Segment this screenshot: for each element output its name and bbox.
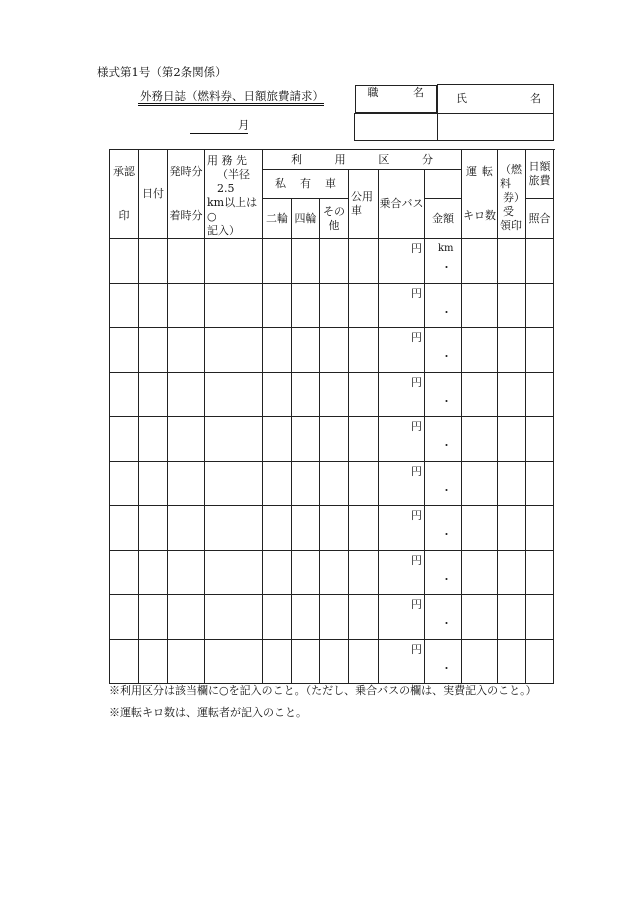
date-cell[interactable]	[139, 550, 168, 595]
decimal-point: ・	[441, 261, 452, 274]
date-cell[interactable]	[139, 595, 168, 640]
daily-amount-cell[interactable]	[498, 639, 526, 684]
two-wheel-header: 二輪	[263, 199, 292, 239]
destination-line2: （半径2.5	[217, 168, 250, 195]
fuel-coupon-receipt-cell[interactable]	[462, 372, 498, 417]
public-vehicle-cell[interactable]	[349, 550, 379, 595]
public-vehicle-cell[interactable]	[349, 283, 379, 328]
public-vehicle-header	[349, 170, 379, 239]
decimal-point: ・	[441, 572, 452, 586]
verification-header: 照合	[526, 199, 554, 239]
time-cell[interactable]	[168, 506, 205, 551]
decimal-point: ・	[441, 617, 452, 630]
shared-bus-fare-cell[interactable]	[379, 506, 425, 551]
date-cell[interactable]	[139, 461, 168, 506]
driving-km-cell[interactable]	[425, 283, 462, 328]
verification-cell[interactable]	[526, 595, 554, 640]
driving-km-header	[462, 150, 498, 239]
month-input-line[interactable]	[190, 133, 248, 134]
fuel-coupon-receipt-cell[interactable]	[462, 506, 498, 551]
date-cell[interactable]	[139, 239, 168, 284]
daily-amount-cell[interactable]	[498, 550, 526, 595]
decimal-point: ・	[441, 483, 452, 497]
two-wheel-cell[interactable]	[263, 506, 292, 551]
table-row	[110, 328, 554, 373]
date-cell[interactable]	[139, 417, 168, 462]
two-wheel-cell[interactable]	[263, 461, 292, 506]
destination-line4: 記入）	[207, 224, 240, 237]
driving-header-part: 運	[466, 165, 478, 178]
four-wheel-cell[interactable]	[292, 461, 320, 506]
verification-cell[interactable]	[526, 283, 554, 328]
destination-cell[interactable]	[205, 550, 263, 595]
public-vehicle-cell[interactable]	[349, 461, 379, 506]
public-vehicle-cell[interactable]	[349, 239, 379, 284]
yen-unit-label: 円	[411, 286, 422, 300]
two-wheel-cell[interactable]	[263, 417, 292, 462]
other-line1: その	[323, 204, 345, 218]
decimal-point: ・	[441, 439, 452, 452]
private-vehicle-header	[263, 170, 349, 199]
decimal-point: ・	[441, 394, 452, 408]
four-wheel-cell[interactable]	[292, 417, 320, 462]
approval-seal-cell[interactable]	[110, 328, 139, 373]
time-cell[interactable]	[168, 239, 205, 284]
private-vehicle-part: 私	[275, 177, 286, 190]
yen-unit-label: 円	[411, 642, 422, 656]
four-wheel-cell[interactable]	[292, 506, 320, 551]
name-label-part: 氏	[456, 91, 467, 105]
approval-seal-cell[interactable]	[110, 239, 139, 284]
two-wheel-cell[interactable]	[263, 283, 292, 328]
public-vehicle-cell[interactable]	[349, 506, 379, 551]
two-wheel-cell[interactable]	[263, 595, 292, 640]
daily-amount-cell[interactable]	[498, 417, 526, 462]
table-row	[110, 372, 554, 417]
other-cell[interactable]	[320, 417, 349, 462]
table-row	[110, 550, 554, 595]
two-wheel-cell[interactable]	[263, 372, 292, 417]
usage-category-part: 分	[422, 152, 434, 166]
other-header	[320, 199, 349, 239]
driving-km-cell[interactable]	[425, 461, 462, 506]
other-cell[interactable]	[320, 283, 349, 328]
destination-cell[interactable]	[205, 506, 263, 551]
daily-amount-cell[interactable]	[498, 372, 526, 417]
position-field[interactable]	[355, 113, 438, 140]
other-cell[interactable]	[320, 639, 349, 684]
approval-seal-cell[interactable]	[110, 506, 139, 551]
note-driving-km: ※運転キロ数は、運転者が記入のこと。	[109, 706, 307, 719]
four-wheel-cell[interactable]	[292, 639, 320, 684]
position-label-part: 名	[413, 85, 424, 99]
destination-cell[interactable]	[205, 328, 263, 373]
other-line2: 他	[328, 218, 340, 232]
decimal-point: ・	[441, 305, 452, 319]
daily-travel-header: 日額旅費	[526, 150, 554, 199]
driving-km-cell[interactable]	[425, 639, 462, 684]
yen-unit-label: 円	[411, 375, 422, 389]
fuel-coupon-line2: 券）受	[503, 191, 526, 218]
driving-km-cell[interactable]	[425, 328, 462, 373]
four-wheel-cell[interactable]	[292, 550, 320, 595]
four-wheel-cell[interactable]	[292, 372, 320, 417]
four-wheel-cell[interactable]	[292, 328, 320, 373]
private-vehicle-part: 有	[300, 177, 311, 190]
daily-amount-cell[interactable]	[498, 461, 526, 506]
shared-bus-fare-cell[interactable]	[379, 328, 425, 373]
verification-cell[interactable]	[526, 328, 554, 373]
fuel-coupon-receipt-cell[interactable]	[462, 595, 498, 640]
time-cell[interactable]	[168, 417, 205, 462]
other-cell[interactable]	[320, 595, 349, 640]
date-cell[interactable]	[139, 639, 168, 684]
time-cell[interactable]	[168, 595, 205, 640]
destination-cell[interactable]	[205, 283, 263, 328]
driving-km-cell[interactable]	[425, 506, 462, 551]
yen-unit-label: 円	[411, 509, 422, 522]
fuel-coupon-receipt-cell[interactable]	[462, 639, 498, 684]
table-row	[110, 639, 554, 684]
shared-bus-fare-cell[interactable]	[379, 417, 425, 462]
yen-unit-label: 円	[411, 598, 422, 611]
km-unit-label: km	[438, 243, 454, 254]
shared-bus-fare-cell[interactable]	[379, 372, 425, 417]
destination-header	[205, 150, 263, 239]
verification-cell[interactable]	[526, 506, 554, 551]
name-label-part: 名	[530, 91, 541, 105]
four-wheel-cell[interactable]	[292, 595, 320, 640]
four-wheel-cell[interactable]	[292, 239, 320, 284]
yen-unit-label: 円	[411, 420, 422, 433]
position-label	[355, 85, 438, 113]
shared-bus-fare-cell[interactable]	[379, 550, 425, 595]
fuel-coupon-receipt-cell[interactable]	[462, 417, 498, 462]
yen-unit-label: 円	[411, 464, 422, 478]
verification-cell[interactable]	[526, 239, 554, 284]
other-cell[interactable]	[320, 461, 349, 506]
public-vehicle-line1: 公用	[351, 190, 373, 203]
date-cell[interactable]	[139, 506, 168, 551]
table-row	[110, 417, 554, 462]
approval-seal-cell[interactable]	[110, 417, 139, 462]
two-wheel-cell[interactable]	[263, 639, 292, 684]
position-label-part: 職	[367, 85, 379, 99]
daily-amount-cell[interactable]	[498, 239, 526, 284]
date-cell[interactable]	[139, 283, 168, 328]
table-row	[110, 239, 554, 284]
destination-cell[interactable]	[205, 639, 263, 684]
driving-header-part: 転	[482, 165, 494, 178]
km-count-header: キロ数	[463, 209, 497, 222]
fuel-coupon-receipt-cell[interactable]	[462, 461, 498, 506]
driving-km-cell[interactable]	[425, 595, 462, 640]
approval-seal-cell[interactable]	[110, 283, 139, 328]
time-cell[interactable]	[168, 328, 205, 373]
yen-unit-label: 円	[411, 553, 422, 567]
two-wheel-cell[interactable]	[263, 550, 292, 595]
decimal-point: ・	[441, 528, 452, 541]
departure-time-header: 発時分	[169, 165, 203, 178]
destination-cell[interactable]	[205, 372, 263, 417]
amount-header: 金額	[425, 199, 462, 239]
decimal-point: ・	[441, 350, 452, 363]
shared-bus-fare-cell[interactable]	[379, 283, 425, 328]
destination-cell[interactable]	[205, 595, 263, 640]
two-wheel-cell[interactable]	[263, 328, 292, 373]
name-field[interactable]	[438, 113, 554, 140]
approval-seal-cell[interactable]	[110, 595, 139, 640]
decimal-point: ・	[441, 661, 452, 675]
public-vehicle-cell[interactable]	[349, 595, 379, 640]
month-label: 月	[238, 118, 250, 132]
driving-km-cell[interactable]	[425, 239, 462, 284]
daily-amount-cell[interactable]	[498, 595, 526, 640]
document-title: 外務日誌（燃料券、日額旅費請求）	[140, 89, 324, 103]
daily-amount-cell[interactable]	[498, 328, 526, 373]
table-row	[110, 461, 554, 506]
fuel-coupon-receipt-cell[interactable]	[462, 550, 498, 595]
date-cell[interactable]	[139, 372, 168, 417]
shared-bus-fare-cell[interactable]	[379, 595, 425, 640]
arrival-time-header: 着時分	[169, 209, 203, 222]
private-vehicle-part: 車	[325, 177, 336, 190]
fuel-coupon-receipt-cell[interactable]	[462, 239, 498, 284]
four-wheel-header: 四輪	[292, 199, 320, 239]
shared-bus-fare-cell[interactable]	[379, 461, 425, 506]
driving-km-cell[interactable]	[425, 417, 462, 462]
approval-seal-header	[110, 150, 139, 239]
table-row	[110, 506, 554, 551]
four-wheel-cell[interactable]	[292, 283, 320, 328]
verification-cell[interactable]	[526, 372, 554, 417]
two-wheel-cell[interactable]	[263, 239, 292, 284]
travel-log-table	[109, 149, 554, 684]
shared-bus-fare-cell[interactable]	[379, 639, 425, 684]
signature-box	[354, 84, 554, 141]
time-cell[interactable]	[168, 550, 205, 595]
name-label-cell	[438, 85, 554, 114]
form-number: 様式第1号（第2条関係）	[97, 65, 227, 79]
note-usage-category: ※利用区分は該当欄に○を記入のこと。（ただし、乗合バスの欄は、実費記入のこと。）	[109, 684, 537, 697]
destination-line1: 用 務 先	[207, 154, 247, 167]
date-cell[interactable]	[139, 328, 168, 373]
other-cell[interactable]	[320, 550, 349, 595]
daily-amount-cell[interactable]	[498, 283, 526, 328]
verification-cell[interactable]	[526, 639, 554, 684]
usage-category-header	[263, 150, 462, 170]
driving-km-cell[interactable]	[425, 372, 462, 417]
fuel-coupon-line3: 領印	[500, 219, 523, 232]
approval-header-bottom: 印	[118, 209, 130, 222]
time-cell[interactable]	[168, 372, 205, 417]
destination-cell[interactable]	[205, 239, 263, 284]
time-cell[interactable]	[168, 461, 205, 506]
yen-unit-label: 円	[411, 331, 422, 344]
approval-seal-cell[interactable]	[110, 372, 139, 417]
shared-bus-header: 乗合バス	[379, 170, 425, 239]
driving-km-cell[interactable]	[425, 550, 462, 595]
time-cell[interactable]	[168, 639, 205, 684]
other-cell[interactable]	[320, 239, 349, 284]
usage-category-part: 区	[378, 152, 390, 166]
fuel-coupon-header	[498, 150, 526, 239]
approval-seal-cell[interactable]	[110, 639, 139, 684]
date-header: 日付	[139, 150, 168, 239]
fuel-coupon-receipt-cell[interactable]	[462, 283, 498, 328]
table-row	[110, 283, 554, 328]
table-row	[110, 595, 554, 640]
public-vehicle-cell[interactable]	[349, 639, 379, 684]
destination-line3: km以上は○	[207, 196, 258, 223]
destination-cell[interactable]	[205, 461, 263, 506]
public-vehicle-cell[interactable]	[349, 372, 379, 417]
title-underline	[138, 103, 324, 106]
verification-cell[interactable]	[526, 550, 554, 595]
approval-seal-cell[interactable]	[110, 550, 139, 595]
fuel-coupon-receipt-cell[interactable]	[462, 328, 498, 373]
other-cell[interactable]	[320, 328, 349, 373]
public-vehicle-cell[interactable]	[349, 328, 379, 373]
public-vehicle-line2: 車	[351, 204, 362, 217]
time-header	[168, 150, 205, 239]
verification-cell[interactable]	[526, 461, 554, 506]
shared-bus-fare-cell[interactable]	[379, 239, 425, 284]
usage-category-part: 利	[291, 152, 302, 166]
other-cell[interactable]	[320, 506, 349, 551]
yen-unit-label: 円	[411, 242, 422, 255]
destination-cell[interactable]	[205, 417, 263, 462]
time-cell[interactable]	[168, 283, 205, 328]
approval-header-top: 承認	[113, 165, 135, 178]
usage-category-part: 用	[334, 152, 346, 166]
fuel-coupon-line1: （燃料	[500, 163, 523, 190]
other-cell[interactable]	[320, 372, 349, 417]
approval-seal-cell[interactable]	[110, 461, 139, 506]
daily-amount-cell[interactable]	[498, 506, 526, 551]
public-vehicle-cell[interactable]	[349, 417, 379, 462]
verification-cell[interactable]	[526, 417, 554, 462]
